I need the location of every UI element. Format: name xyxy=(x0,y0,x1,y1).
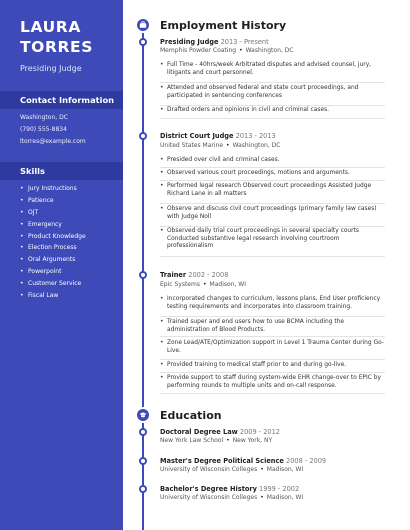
skill-item: • Election Process xyxy=(20,244,77,252)
education-header: Bachelor's Degree History 1999 - 2002 xyxy=(160,485,300,493)
job-bullet: • Full Time - 40hrs/week Arbitrated disputes and advised counsel, jury, litigants and court personnel. xyxy=(160,62,385,83)
job-bullet: • Observe and discuss civil court proceedings (primary family law cases) with Judge Noll xyxy=(160,206,385,227)
job-bullet: • Attended and observed federal and state court proceedings, and participated in sentencing conferences xyxy=(160,85,385,106)
timeline-dot xyxy=(139,457,147,465)
employment-heading: Employment History xyxy=(160,19,287,32)
job-bullet: • Provided training to medical staff prior to and during go-live. xyxy=(160,362,385,373)
skill-item: • Oral Arguments xyxy=(20,256,76,264)
education-header: Master's Degree Political Science 2008 - 2009 xyxy=(160,457,327,465)
job-header: District Court Judge 2013 - 2013 xyxy=(160,132,276,140)
graduation-cap-icon xyxy=(135,407,151,423)
skill-item: • Fiscal Law xyxy=(20,292,59,300)
job-employer: United States Marine • Washington, DC xyxy=(160,142,281,149)
sidebar xyxy=(0,0,123,530)
timeline-dot xyxy=(139,38,147,46)
first-name: LAURA xyxy=(20,18,81,36)
job-bullet: • Incorporated changes to curriculum, lessons plans, End User proficiency testing requirements and incorporates into classroom training. xyxy=(160,296,385,317)
timeline-dot xyxy=(139,132,147,140)
contact-heading: Contact Information xyxy=(0,91,123,109)
job-bullet: • Trained super and end users how to use BCMA including the administration of Blood Products. xyxy=(160,319,385,337)
job-bullet: • Observed various court proceedings, motions and arguments. xyxy=(160,170,385,181)
last-name: TORRES xyxy=(20,38,93,56)
skill-item: • Patience xyxy=(20,196,54,204)
job-header: Trainer 2002 - 2008 xyxy=(160,271,229,279)
job-bullet: • Presided over civil and criminal cases. xyxy=(160,157,385,168)
job-employer: Epic Systems • Madison, WI xyxy=(160,281,246,288)
candidate-title: Presiding Judge xyxy=(20,64,82,73)
education-school: University of Wisconsin Colleges • Madison, WI xyxy=(160,466,304,473)
candidate-name xyxy=(20,17,93,57)
skill-item: • Powerpoint xyxy=(20,268,62,276)
timeline-dot xyxy=(139,485,147,493)
skill-item: • Emergency xyxy=(20,220,62,228)
job-bullet: • Drafted orders and opinions in civil and criminal cases. xyxy=(160,107,385,119)
skill-item: • Jury Instructions xyxy=(20,185,77,192)
education-school: New York Law School • New York, NY xyxy=(160,437,273,444)
skill-item: • OJT xyxy=(20,208,39,216)
timeline-dot xyxy=(139,271,147,279)
skill-item: • Product Knowledge xyxy=(20,232,86,240)
contact-address: Washington, DC xyxy=(20,114,68,121)
job-header: Presiding Judge 2013 - Present xyxy=(160,38,269,46)
job-employer: Memphis Powder Coating • Washington, DC xyxy=(160,47,294,54)
skills-list xyxy=(20,183,120,302)
contact-phone[interactable]: (790) 555-8834 xyxy=(20,126,67,133)
education-school: University of Wisconsin Colleges • Madison, WI xyxy=(160,494,304,501)
job-bullet: • Zone Lead/ATE/Optimization support in Level 1 Trauma Center during Go-Live. xyxy=(160,340,385,360)
skills-heading: Skills xyxy=(0,162,123,180)
education-heading: Education xyxy=(160,409,222,422)
job-bullet: • Performed legal research Observed court proceedings Assisted Judge Richard Lane in all matters xyxy=(160,183,385,204)
contact-email[interactable]: ltorres@example.com xyxy=(20,138,86,145)
job-bullet: • Provide support to staff during system-wide EHR change-over to EPIC by performing rounds to multiple units and on-call response. xyxy=(160,375,385,394)
briefcase-icon xyxy=(135,17,151,33)
education-header: Doctoral Degree Law 2009 - 2012 xyxy=(160,428,281,436)
job-bullet: • Observed daily trial court proceedings in several specialty courts Conducted substantive legal research involving courtroom professionalism xyxy=(160,228,385,257)
timeline-dot xyxy=(139,428,147,436)
skill-item: • Customer Service xyxy=(20,280,82,288)
